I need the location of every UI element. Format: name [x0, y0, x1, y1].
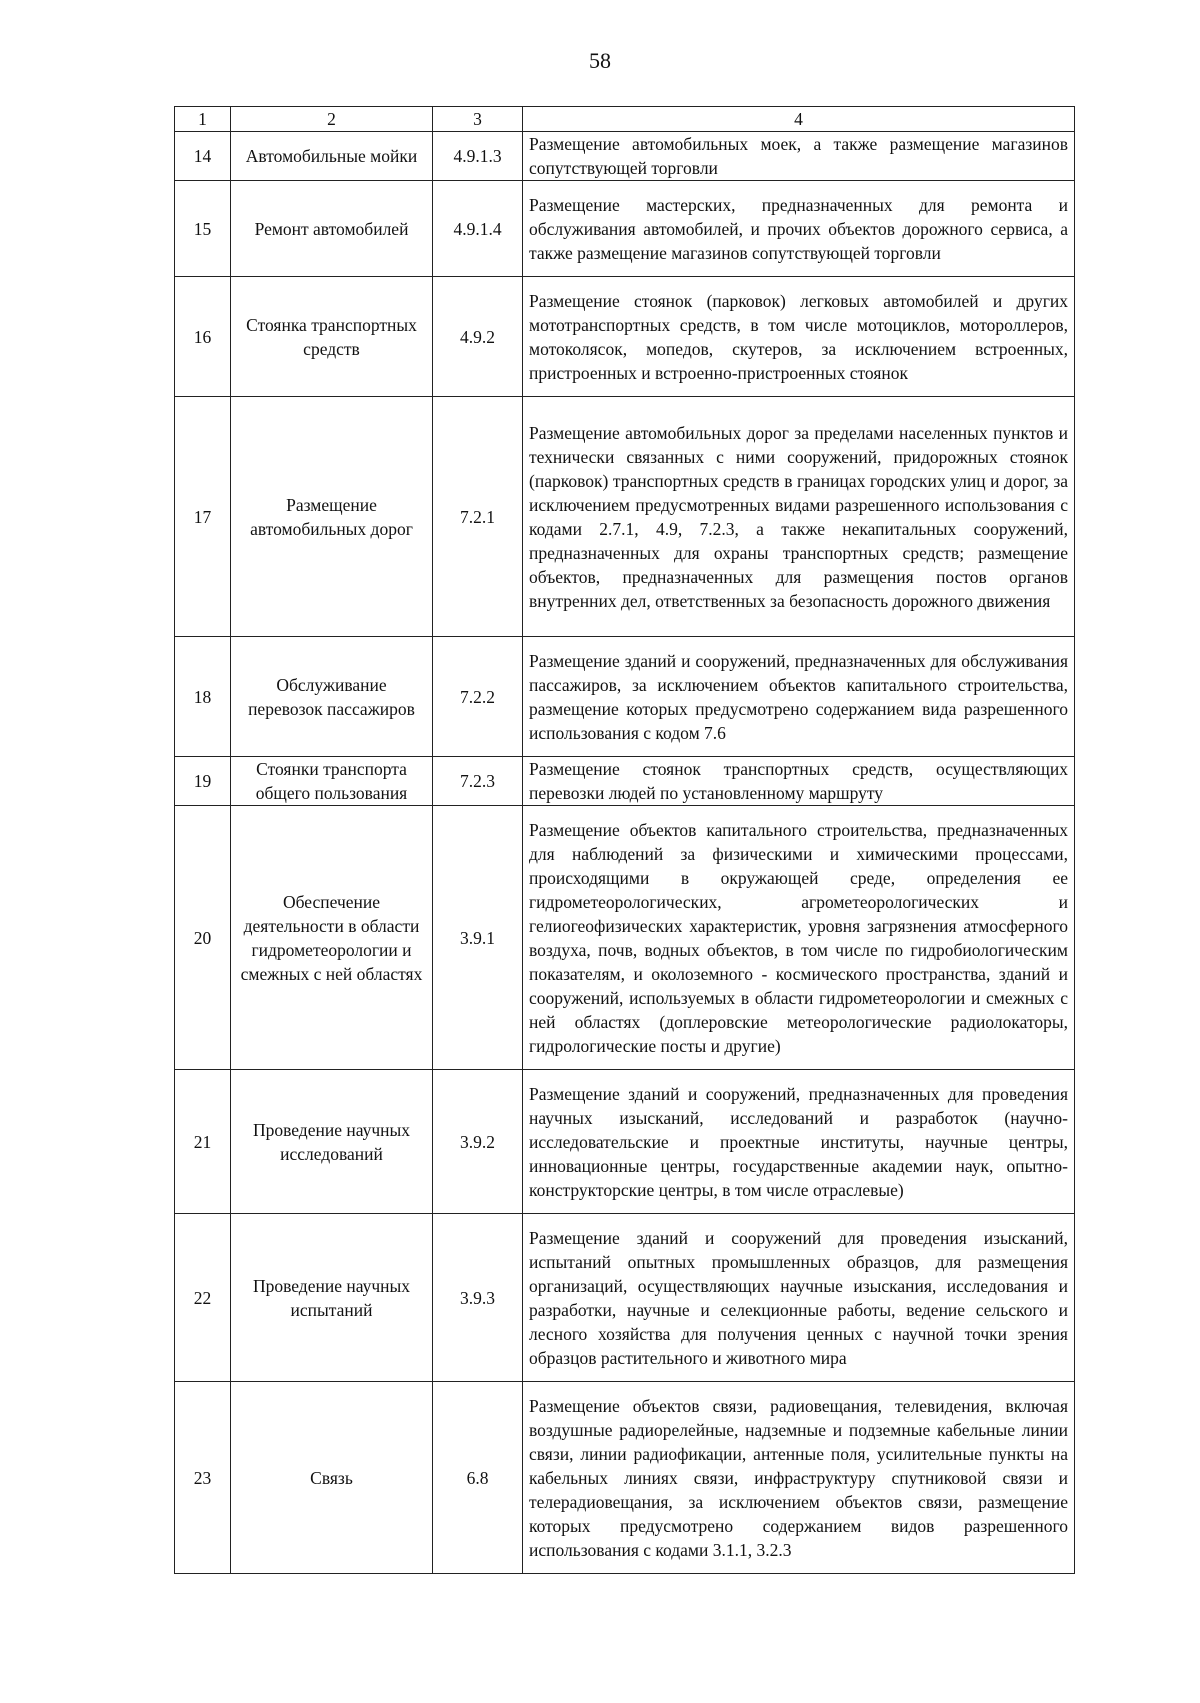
row-number: 20 [175, 806, 231, 1070]
use-type-code: 3.9.1 [433, 806, 523, 1070]
use-type-code: 7.2.3 [433, 757, 523, 806]
row-number: 18 [175, 637, 231, 757]
use-type-code: 3.9.3 [433, 1214, 523, 1382]
use-type-description: Размещение автомобильных моек, а также размещение магазинов сопутствующей торговли [523, 132, 1075, 181]
use-type-description: Размещение объектов связи, радиовещания, телевидения, включая воздушные радиорелейные, надземные и подземные кабельные линии связи, линии радиофикации, антенные поля, усилительные пункты на кабельных линиях связи, инфраструктуру спутниковой связи и телерадиовещания, за исключением объектов связи, размещение которых предусмотрено содержанием видов разрешенного использования с кодами 3.1.1, 3.2.3 [523, 1382, 1075, 1574]
use-type-name: Стоянка транспортных средств [231, 277, 433, 397]
use-type-code: 7.2.2 [433, 637, 523, 757]
use-type-code: 6.8 [433, 1382, 523, 1574]
table-row [175, 757, 1075, 806]
use-type-description: Размещение автомобильных дорог за пределами населенных пунктов и технически связанных с ними сооружений, придорожных стоянок (парковок) транспортных средств в границах городских улиц и дорог, за исключением предусмотренных видами разрешенного использования с кодами 2.7.1, 4.9, 7.2.3, а также некапитальных сооружений, предназначенных для охраны транспортных средств; размещение объектов, предназначенных для размещения постов органов внутренних дел, ответственных за безопасность дорожного движения [523, 397, 1075, 637]
use-type-description: Размещение объектов капитального строительства, предназначенных для наблюдений за физическими и химическими процессами, происходящими в окружающей среде, определения ее гидрометеорологических, агрометеорологических и гелиогеофизических характеристик, уровня загрязнения атмосферного воздуха, почв, водных объектов, в том числе по гидробиологическим показателям, и околоземного - космического пространства, зданий и сооружений, используемых в области гидрометеорологии и смежных с ней областях (доплеровские метеорологические радиолокаторы, гидрологические посты и другие) [523, 806, 1075, 1070]
use-type-name: Ремонт автомобилей [231, 181, 433, 277]
table-row [175, 1382, 1075, 1574]
row-number: 15 [175, 181, 231, 277]
use-type-description: Размещение мастерских, предназначенных для ремонта и обслуживания автомобилей, и прочих объектов дорожного сервиса, а также размещение магазинов сопутствующей торговли [523, 181, 1075, 277]
use-type-name: Проведение научных испытаний [231, 1214, 433, 1382]
table-header-row [175, 107, 1075, 132]
row-number: 22 [175, 1214, 231, 1382]
use-type-code: 7.2.1 [433, 397, 523, 637]
use-type-name: Размещение автомобильных дорог [231, 397, 433, 637]
use-type-name: Обеспечение деятельности в области гидрометеорологии и смежных с ней областях [231, 806, 433, 1070]
page-number: 58 [589, 48, 611, 73]
column-header-number: 1 [175, 107, 231, 132]
row-number: 16 [175, 277, 231, 397]
table-row [175, 637, 1075, 757]
use-type-description: Размещение стоянок (парковок) легковых автомобилей и других мототранспортных средств, в том числе мотоциклов, мотороллеров, мотоколясок, мопедов, скутеров, за исключением встроенных, пристроенных и встроенно-пристроенных стоянок [523, 277, 1075, 397]
use-type-name: Автомобильные мойки [231, 132, 433, 181]
use-type-description: Размещение зданий и сооружений, предназначенных для проведения научных изысканий, исследований и разработок (научно-исследовательские и проектные институты, научные центры, инновационные центры, государственные академии наук, опытно-конструкторские центры, в том числе отраслевые) [523, 1070, 1075, 1214]
use-type-description: Размещение зданий и сооружений, предназначенных для обслуживания пассажиров, за исключением объектов капитального строительства, размещение которых предусмотрено содержанием вида разрешенного использования с кодом 7.6 [523, 637, 1075, 757]
column-header-description: 4 [523, 107, 1075, 132]
table-row [175, 806, 1075, 1070]
table-row [175, 132, 1075, 181]
column-header-name: 2 [231, 107, 433, 132]
column-header-code: 3 [433, 107, 523, 132]
use-type-name: Проведение научных исследований [231, 1070, 433, 1214]
use-type-name: Стоянки транспорта общего пользования [231, 757, 433, 806]
row-number: 17 [175, 397, 231, 637]
row-number: 21 [175, 1070, 231, 1214]
use-type-code: 4.9.2 [433, 277, 523, 397]
table-row [175, 397, 1075, 637]
use-type-code: 4.9.1.4 [433, 181, 523, 277]
row-number: 19 [175, 757, 231, 806]
use-type-code: 4.9.1.3 [433, 132, 523, 181]
table-row [175, 277, 1075, 397]
use-type-code: 3.9.2 [433, 1070, 523, 1214]
row-number: 14 [175, 132, 231, 181]
land-use-table [174, 106, 1075, 1574]
use-type-description: Размещение стоянок транспортных средств, осуществляющих перевозки людей по установленному маршруту [523, 757, 1075, 806]
table-row [175, 181, 1075, 277]
table-row [175, 1214, 1075, 1382]
use-type-name: Обслуживание перевозок пассажиров [231, 637, 433, 757]
row-number: 23 [175, 1382, 231, 1574]
use-type-description: Размещение зданий и сооружений для проведения изысканий, испытаний опытных промышленных образцов, для размещения организаций, осуществляющих научные изыскания, исследования и разработки, научные и селекционные работы, ведение сельского и лесного хозяйства для получения ценных с научной точки зрения образцов растительного и животного мира [523, 1214, 1075, 1382]
table-row [175, 1070, 1075, 1214]
use-type-name: Связь [231, 1382, 433, 1574]
